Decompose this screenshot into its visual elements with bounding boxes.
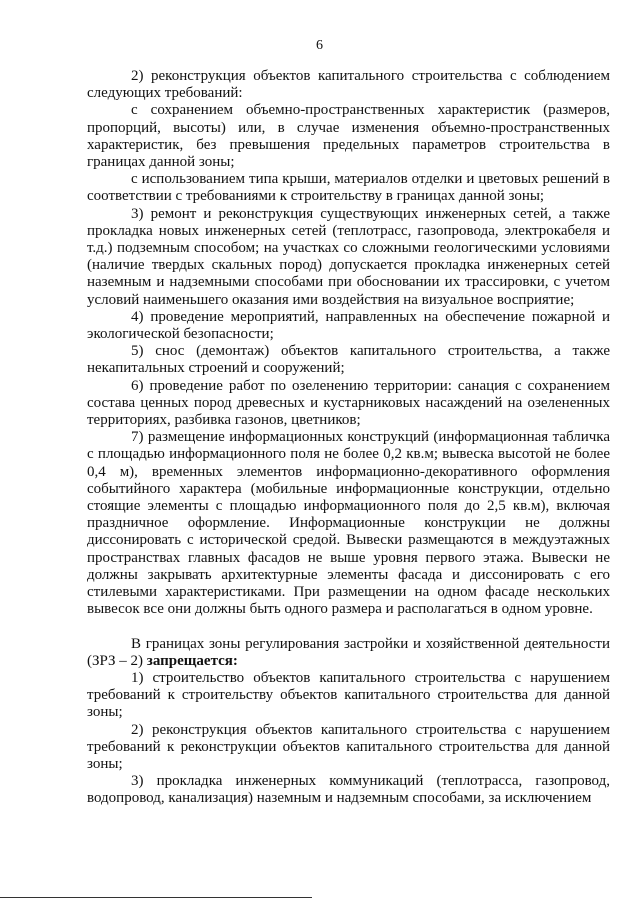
paragraph-demolition: 5) снос (демонтаж) объектов капитального строительства, а также некапитальных строений и сооружений;	[87, 343, 610, 377]
footer-divider	[0, 897, 312, 898]
paragraph-information-structures: 7) размещение информационных конструкций (информационная табличка с площадью информационного поля не более 0,2 кв.м; вывеска высотой не более 0,4 м), временных элементов информационно-декоративного оформления событийного характера (мобильные информационные конструкции, отдельно стоящие элементы с площадью информационного поля до 2,5 кв.м), включая праздничное оформление. Информационные конструкции не должны диссонировать с исторической средой. Вывески размещаются в междуэтажных пространствах главных фасадов не выше уровня первого этажа. Вывески не должны закрывать архитектурные элементы фасада и диссонировать с его стилевыми характеристиками. При размещении на одном фасаде нескольких вывесок все они должны быть одного размера и располагаться в одном уровне.	[87, 429, 610, 618]
paragraph-roof-materials: с использованием типа крыши, материалов отделки и цветовых решений в соответствии с требованиями к строительству в границах данной зоны;	[87, 171, 610, 205]
zone-intro-text: В границах зоны регулирования застройки и хозяйственной деятельности (ЗРЗ – 2)	[87, 635, 610, 669]
paragraph-volume-characteristics: с сохранением объемно-пространственных характеристик (размеров, пропорций, высоты) или, в случае изменения объемно-пространственных характеристик, без превышения предельных параметров строительства в границах данной зоны;	[87, 102, 610, 171]
paragraph-engineering-networks: 3) ремонт и реконструкция существующих инженерных сетей, а также прокладка новых инженерных сетей (теплотрасс, газопровода, электрокабеля и т.д.) подземным способом; на участках со сложными геологическими условиями (наличие твердых скальных пород) допускается прокладка инженерных сетей наземным и надземными способами при обосновании их трассировки, с учетом условий наименьшего оказания ими воздействия на визуальное восприятие;	[87, 205, 610, 308]
document-body	[87, 68, 610, 808]
paragraph-prohibition-utilities: 3) прокладка инженерных коммуникаций (теплотрасса, газопровод, водопровод, канализация) наземным и надземным способами, за исключением	[87, 773, 610, 807]
paragraph-prohibition-construction: 1) строительство объектов капитального строительства с нарушением требований к строительству объектов капитального строительства для данной зоны;	[87, 669, 610, 721]
paragraph-zone-intro	[87, 636, 610, 670]
paragraph-prohibition-reconstruction: 2) реконструкция объектов капитального строительства с нарушением требований к реконструкции объектов капитального строительства для данной зоны;	[87, 721, 610, 772]
paragraph-fire-safety: 4) проведение мероприятий, направленных на обеспечение пожарной и экологической безопасности;	[87, 308, 610, 343]
zone-intro-prohibited: запрещается:	[146, 652, 238, 669]
page-number: 6	[316, 38, 323, 53]
paragraph-landscaping: 6) проведение работ по озеленению территории: санация с сохранением состава ценных пород древесных и кустарниковых насаждений на озелененных территориях, разбивка газонов, цветников;	[87, 377, 610, 429]
paragraph-reconstruction: 2) реконструкция объектов капитального строительства с соблюдением следующих требований:	[87, 68, 610, 102]
